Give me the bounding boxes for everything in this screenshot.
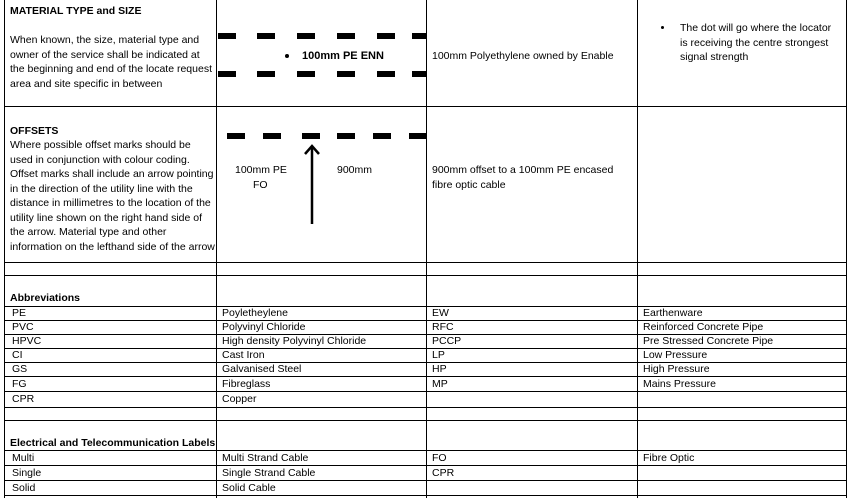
row-line-10 bbox=[4, 391, 847, 392]
abbrev-meaning: High density Polyvinyl Chloride bbox=[222, 335, 367, 347]
offsets-example: 900mm offset to a 100mm PE encased fibre optic cable bbox=[432, 164, 614, 191]
abbrev-meaning: Polyvinyl Chloride bbox=[222, 321, 306, 333]
row-line-bottom bbox=[4, 495, 847, 496]
abbrev-meaning: Earthenware bbox=[643, 307, 703, 319]
col-line-1 bbox=[216, 0, 217, 498]
abbrev-code: MP bbox=[432, 378, 448, 390]
row-line-9 bbox=[4, 376, 847, 377]
row-line-12 bbox=[4, 420, 847, 421]
abbrev-code: PE bbox=[12, 307, 27, 319]
abbrev-code: CPR bbox=[12, 393, 35, 405]
material-description: When known, the size, material type and owner of the service shall be indicated at the beginning and end of the locate request area and site specific in between bbox=[10, 34, 212, 90]
abbrev-meaning: Low Pressure bbox=[643, 349, 708, 361]
label-meaning: Fibre Optic bbox=[643, 452, 695, 464]
label-code: Solid bbox=[12, 482, 36, 494]
material-diagram-label: 100mm PE ENN bbox=[302, 50, 384, 62]
abbrev-code: FG bbox=[12, 378, 27, 390]
offset-arrow-icon bbox=[302, 142, 322, 226]
abbrev-meaning: Galvanised Steel bbox=[222, 363, 302, 375]
abbrev-code: RFC bbox=[432, 321, 454, 333]
abbrev-meaning: Mains Pressure bbox=[643, 378, 716, 390]
col-line-3 bbox=[637, 0, 638, 498]
abbrev-code: HP bbox=[432, 363, 447, 375]
abbrev-code: EW bbox=[432, 307, 449, 319]
row-line-1 bbox=[4, 106, 847, 107]
col-line-left bbox=[4, 0, 5, 498]
offsets-description: Where possible offset marks should be used in conjunction with colour coding. Offset marks shall include an arrow pointing in the direction of the utility line with the distance in millimetres to the location of the utility line shown on the right hand side of the arrow. Material type and other information on the lefthand side of the arrow bbox=[10, 139, 215, 253]
material-heading: MATERIAL TYPE and SIZE bbox=[10, 5, 142, 17]
abbrev-meaning: Reinforced Concrete Pipe bbox=[643, 321, 764, 333]
offsets-left-label-1: 100mm PE bbox=[235, 164, 287, 176]
label-code: CPR bbox=[432, 467, 455, 479]
abbrev-meaning: Cast Iron bbox=[222, 349, 265, 361]
locator-dot bbox=[285, 54, 289, 58]
abbrev-meaning: High Pressure bbox=[643, 363, 710, 375]
material-note-text: The dot will go where the locator is receiving the centre strongest signal strength bbox=[680, 22, 832, 63]
note-bullet bbox=[661, 26, 664, 29]
abbrev-code: GS bbox=[12, 363, 28, 375]
row-line-15 bbox=[4, 480, 847, 481]
row-line-14 bbox=[4, 465, 847, 466]
abbrev-code: PCCP bbox=[432, 335, 462, 347]
label-code: FO bbox=[432, 452, 447, 464]
abbrev-meaning: Pre Stressed Concrete Pipe bbox=[643, 335, 774, 347]
col-line-2 bbox=[426, 0, 427, 498]
label-meaning: Multi Strand Cable bbox=[222, 452, 309, 464]
row-line-8 bbox=[4, 362, 847, 363]
labels-heading: Electrical and Telecommunication Labels bbox=[10, 437, 216, 449]
row-line-2 bbox=[4, 262, 847, 263]
label-meaning: Solid Cable bbox=[222, 482, 276, 494]
offsets-heading: OFFSETS bbox=[10, 125, 59, 137]
abbrev-meaning: Poyletheylene bbox=[222, 307, 288, 319]
col-line-right bbox=[846, 0, 847, 498]
abbrev-meaning: Copper bbox=[222, 393, 257, 405]
offsets-distance-label: 900mm bbox=[337, 164, 373, 176]
abbrev-code: CI bbox=[12, 349, 23, 361]
row-line-3 bbox=[4, 275, 847, 276]
label-meaning: Single Strand Cable bbox=[222, 467, 316, 479]
row-line-4 bbox=[4, 306, 847, 307]
label-code: Multi bbox=[12, 452, 35, 464]
abbrev-code: PVC bbox=[12, 321, 34, 333]
row-line-11 bbox=[4, 407, 847, 408]
abbrev-code: HPVC bbox=[12, 335, 42, 347]
label-code: Single bbox=[12, 467, 42, 479]
abbreviations-heading: Abbreviations bbox=[10, 292, 81, 304]
abbrev-code: LP bbox=[432, 349, 445, 361]
offsets-left-label-2: FO bbox=[253, 179, 268, 191]
material-example: 100mm Polyethylene owned by Enable bbox=[432, 50, 614, 62]
abbrev-meaning: Fibreglass bbox=[222, 378, 271, 390]
